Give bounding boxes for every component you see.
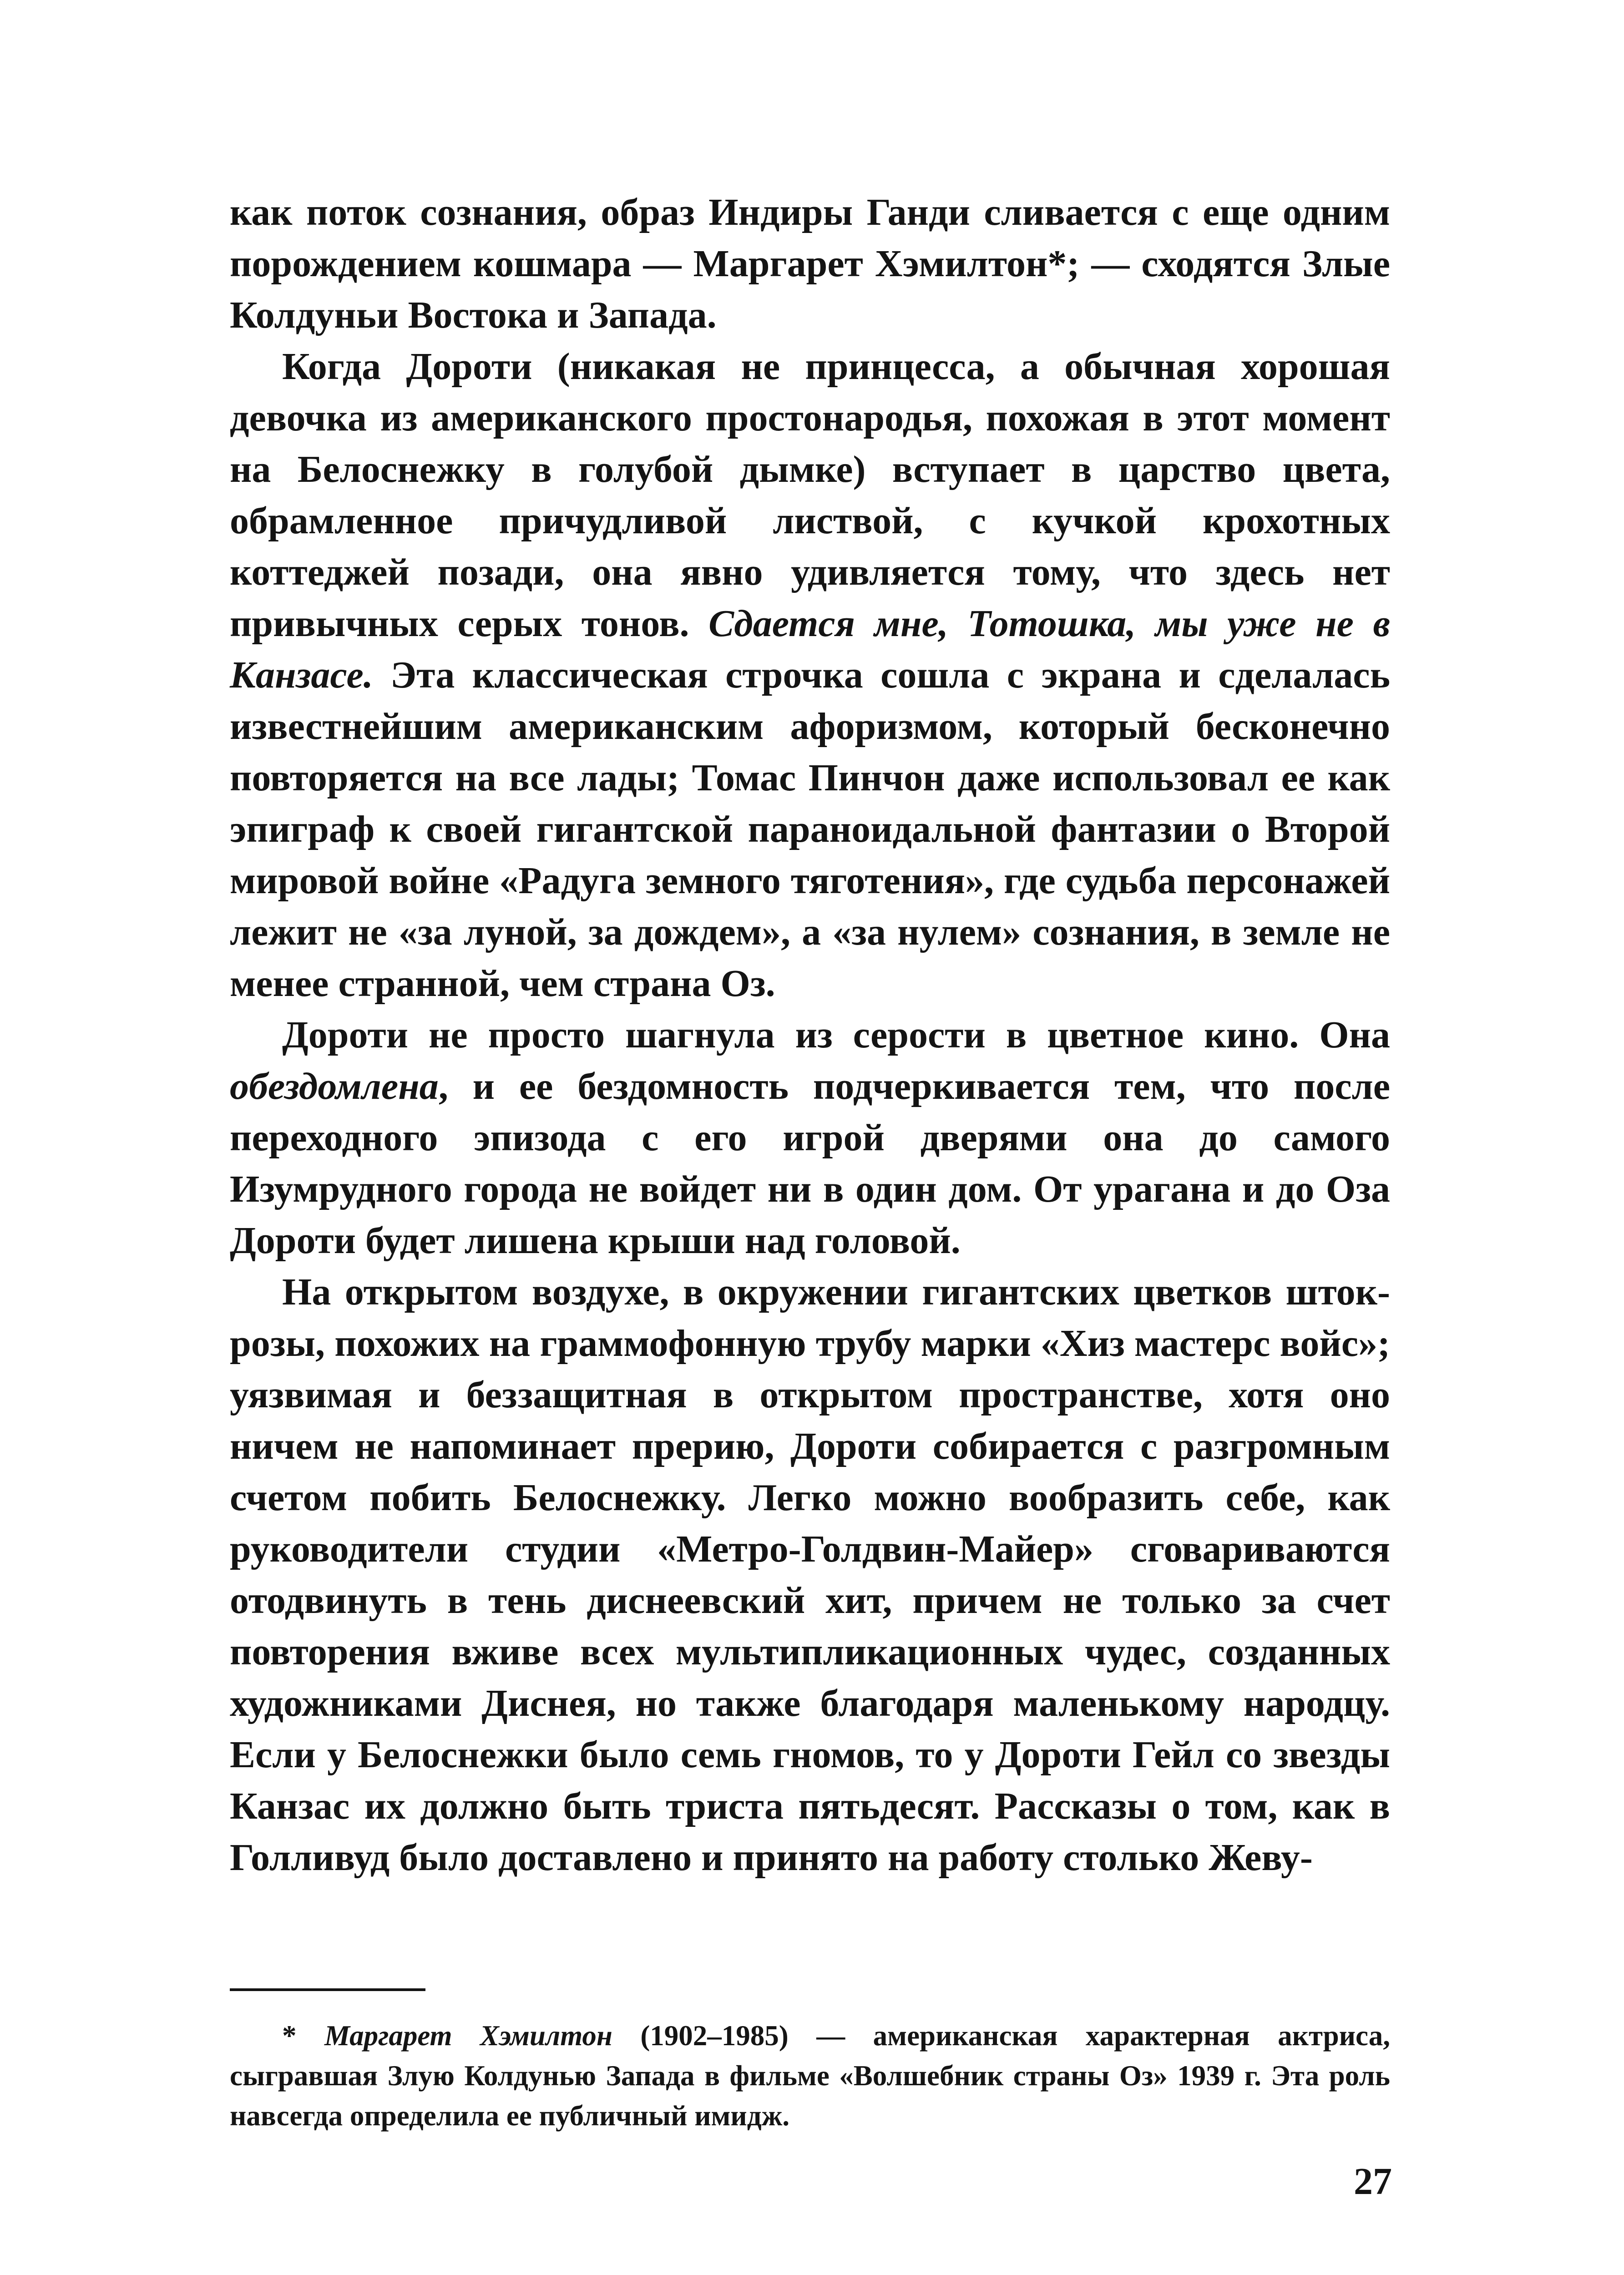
footnote [230, 2016, 1390, 2136]
paragraph [230, 1009, 1390, 1266]
paragraph-text: Когда Дороти (никакая не принцесса, а обычная хорошая девочка из американского простонародья, похожая в этот момент на Белоснежку в голубой дымке) вступает в царство цвета, обрамленное причудливой листвой, с кучкой крохотных коттеджей позади, она явно удивляется тому, что здесь нет привычных серых тонов. [230, 345, 1390, 645]
footnote-name: Маргарет Хэмилтон [324, 2020, 612, 2052]
paragraph-text: , и ее бездомность подчеркивается тем, что после переходного эпизода с его игрой дверями она до самого Изумрудного города не войдет ни в один дом. От урагана и до Оза Дороти будет лишена крыши над головой. [230, 1065, 1390, 1262]
paragraph [230, 1266, 1390, 1883]
footnote-marker: * [282, 2020, 324, 2052]
footnote-divider [230, 1988, 425, 1991]
footnote-text: (1902–1985) — американская характерная актриса, сыгравшая Злую Колдунью Запада в фильме «Волшебник страны Оз» 1939 г. Эта роль навсегда определила ее публичный имидж. [230, 2020, 1391, 2132]
italic-text: Сдается мне, Тотошка, мы уже не в Канзасе. [230, 602, 1390, 696]
body-text [230, 187, 1390, 1883]
paragraph-text: На открытом воздухе, в окружении гигантских цветков шток-розы, похожих на граммофонную трубу марки «Хиз мастерс войс»; уязвимая и беззащитная в открытом пространстве, хотя оно ничем не напоминает прерию, Дороти собирается с разгромным счетом побить Белоснежку. Легко можно вообразить себе, как руководители студии «Метро-Голдвин-Майер» сговариваются отодвинуть в тень диснеевский хит, причем не только за счет повторения вживе всех мультипликационных чудес, созданных художниками Диснея, но также благодаря маленькому народцу. Если у Белоснежки было семь гномов, то у Дороти Гейл со звезды Канзас их должно быть триста пятьдесят. Рассказы о том, как в Голливуд было доставлено и принято на работу столько Жеву- [230, 1271, 1390, 1879]
paragraph-text: Эта классическая строчка сошла с экрана и сделалась известнейшим американским афоризмом, который бесконечно повторяется на все лады; Томас Пинчон даже использовал ее как эпиграф к своей гигантской параноидальной фантазии о Второй мировой войне «Радуга земного тяготения», где судьба персонажей лежит не «за луной, за дождем», а «за нулем» сознания, в земле не менее странной, чем страна Оз. [230, 654, 1390, 1005]
paragraph [230, 341, 1390, 1009]
page-number: 27 [1354, 2160, 1392, 2203]
italic-text: обездомлена [230, 1065, 439, 1107]
paragraph [230, 187, 1390, 341]
paragraph-text: Дороти не просто шагнула из серости в цветное кино. Она [282, 1014, 1390, 1056]
paragraph-text: как поток сознания, образ Индиры Ганди сливается с еще одним порождением кошмара — Маргарет Хэмилтон*; — сходятся Злые Колдуньи Востока и Запада. [230, 191, 1390, 336]
